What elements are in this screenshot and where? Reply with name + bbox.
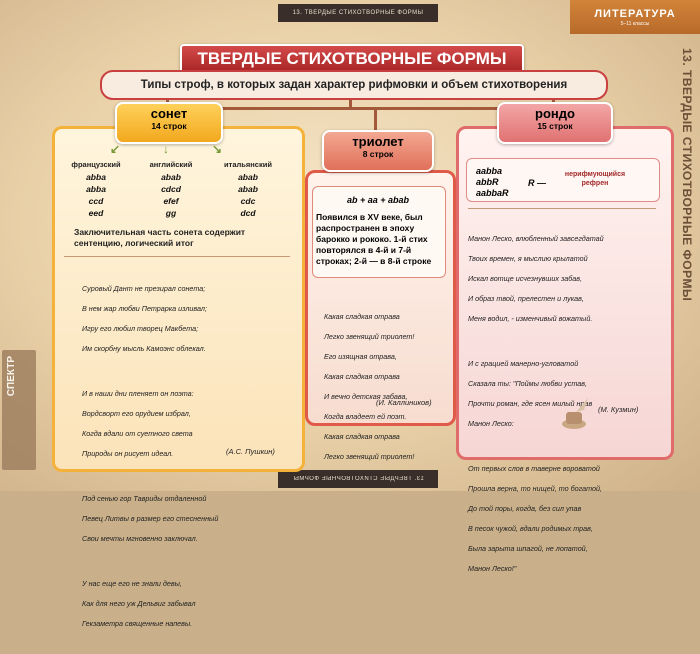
sonnet-count: 14 строк	[151, 121, 187, 131]
column-header: английский	[149, 160, 193, 169]
poem-line: Искал вотще исчезнувших забав,	[468, 274, 583, 283]
column-header: итальянский	[224, 160, 272, 169]
rhyme-row: ccd	[88, 196, 104, 206]
column-header: французский	[71, 160, 121, 169]
sonnet-english-column	[138, 160, 204, 219]
poem-line: Его изящная отрава,	[324, 352, 397, 361]
rhyme-row: efef	[163, 196, 179, 206]
rondo-label	[497, 102, 613, 144]
triolet-poem	[324, 302, 446, 472]
sonnet-label	[115, 102, 223, 144]
poem-line: Суровый Дант не презирал сонета;	[82, 284, 206, 293]
rhyme-row: dcd	[240, 208, 256, 218]
page-subtitle: Типы строф, в которых задан характер рифмовки и объем стихотворения	[100, 70, 608, 100]
rhyme-row: eed	[88, 208, 104, 218]
poem-line: Была зарыта шпагой, не лопатой,	[468, 544, 588, 553]
poem-line: Какая сладкая отрава	[324, 372, 400, 381]
sonnet-divider	[64, 256, 290, 257]
poem-line: Легко звенящий триолет!	[324, 332, 415, 341]
rondo-divider	[468, 208, 656, 209]
rondo-title: рондо	[535, 106, 575, 121]
poem-line: И вечно детская забава,	[324, 392, 408, 401]
poem-line: Певец Литвы в размер его стесненный	[82, 514, 219, 523]
rhyme-row: abba	[86, 172, 106, 182]
poem-line: Когда вдали от суетного света	[82, 429, 193, 438]
poem-stanza	[468, 224, 660, 334]
triolet-title: триолет	[352, 134, 404, 149]
poem-line: У нас еще его не знали девы,	[82, 579, 182, 588]
poem-line: Гекзаметра священные напевы.	[82, 619, 193, 628]
poem-line: Под сенью гор Тавриды отдаленной	[82, 494, 207, 503]
poem-line: Прочти роман, где ясен милый нрав	[468, 399, 593, 408]
subject-badge	[570, 0, 700, 34]
rhyme-row: abab	[238, 184, 258, 194]
triolet-scheme: ab + aa + abab	[346, 195, 410, 205]
rhyme-row: abbR	[476, 177, 499, 187]
rhyme-row: cdc	[240, 196, 256, 206]
publisher-logo: СПЕКТР	[6, 356, 17, 397]
inkwell-icon	[556, 396, 592, 432]
poem-line: Меня водил, - изменчивый вожатый.	[468, 314, 593, 323]
poem-line: И в наши дни пленяет он поэта:	[82, 389, 194, 398]
poem-stanza	[468, 454, 660, 584]
rhyme-row: aabba	[476, 166, 503, 176]
rondo-count: 15 строк	[537, 121, 573, 131]
poem-stanza	[82, 274, 292, 364]
poem-line: Легко звенящий триолет!	[324, 452, 415, 461]
arrow-right-icon: ↘	[212, 142, 223, 156]
poem-line: Когда владеет ей поэт.	[324, 412, 407, 421]
poem-stanza	[82, 569, 292, 639]
connector-horizontal	[166, 107, 554, 110]
sonnet-poem	[82, 264, 292, 654]
poem-line: Манон Леско:	[468, 419, 514, 428]
rondo-refrain-label: нерифмующийся рефрен	[564, 171, 626, 187]
sonnet-italian-column	[210, 160, 286, 219]
rhyme-row: cdcd	[161, 184, 181, 194]
poem-line: Прошла верна, то нищей, то богатой,	[468, 484, 603, 493]
poem-stanza	[82, 484, 292, 554]
arrow-left-icon: ↙	[110, 142, 121, 156]
publisher-strip	[2, 350, 36, 470]
poem-line: Природы он рисует идеал.	[82, 449, 174, 458]
rondo-author: (М. Кузмин)	[598, 405, 639, 414]
poem-line: В песок чужой, вдали родимых трав,	[468, 524, 593, 533]
bottom-tab: 13. ТВЕРДЫЕ СТИХОТВОРНЫЕ ФОРМЫ	[278, 470, 438, 488]
sonnet-note: Заключительная часть сонета содержит сентенцию, логический итог	[74, 227, 246, 248]
subject-grades: 5–11 классы	[620, 21, 650, 27]
poem-line: И с грацией манерно-угловатой	[468, 359, 579, 368]
poem-line: Им скорбну мысль Камоэнс облекал.	[82, 344, 206, 353]
top-tab: 13. ТВЕРДЫЕ СТИХОТВОРНЫЕ ФОРМЫ	[278, 4, 438, 22]
poem-line: В нем жар любви Петрарка изливал;	[82, 304, 207, 313]
poem-line: Свои мечты мгновенно заключал.	[82, 534, 198, 543]
rhyme-row: abab	[161, 172, 181, 182]
poem-line: Манон Леско!"	[468, 564, 517, 573]
rhyme-row: abba	[86, 184, 106, 194]
poem-line: От первых слов в таверне вороватой	[468, 464, 600, 473]
poem-line: Как для него уж Дельвиг забывал	[82, 599, 196, 608]
poem-line: Твоих времен, я мыслию крылатой	[468, 254, 588, 263]
side-title: 13. ТВЕРДЫЕ СТИХОТВОРНЫЕ ФОРМЫ	[680, 48, 694, 302]
triolet-note: Появился в XV веке, был распространен в эпоху барокко и рококо. 1-й стих повторялся в 4-й и 7-й строках; 2-й — в 8-й строке	[316, 212, 432, 266]
triolet-count: 8 строк	[362, 149, 394, 159]
triolet-label	[322, 130, 434, 172]
poem-line: Сказала ты: "Поймы любви устав,	[468, 379, 587, 388]
connector-triolet	[374, 108, 377, 132]
rhyme-row: gg	[165, 208, 177, 218]
rondo-refrain-marker: R —	[528, 178, 546, 188]
sonnet-french-column	[60, 160, 132, 219]
sonnet-author: (А.С. Пушкин)	[226, 447, 275, 456]
rhyme-row: abab	[238, 172, 258, 182]
poem-line: Вордсворт его орудием избрал,	[82, 409, 191, 418]
subject-name: ЛИТЕРАТУРА	[594, 8, 676, 20]
poem-line: И образ твой, прелестен и лукав,	[468, 294, 584, 303]
poem-line: Какая сладкая отрава	[324, 312, 400, 321]
poem-line: Манон Леско, влюбленный завсегдатай	[468, 234, 604, 243]
poem-line: Игру его любил творец Макбета;	[82, 324, 199, 333]
arrow-down-icon: ↓	[163, 142, 169, 156]
poem-line: До той поры, когда, без сил упав	[468, 504, 582, 513]
poem-line: Какая сладкая отрава	[324, 432, 400, 441]
rhyme-row: aabbaR	[476, 188, 509, 198]
page-title: ТВЕРДЫЕ СТИХОТВОРНЫЕ ФОРМЫ	[180, 44, 524, 74]
triolet-author: (И. Каллиников)	[376, 398, 432, 407]
rondo-scheme	[476, 166, 509, 199]
sonnet-title: сонет	[150, 106, 188, 121]
